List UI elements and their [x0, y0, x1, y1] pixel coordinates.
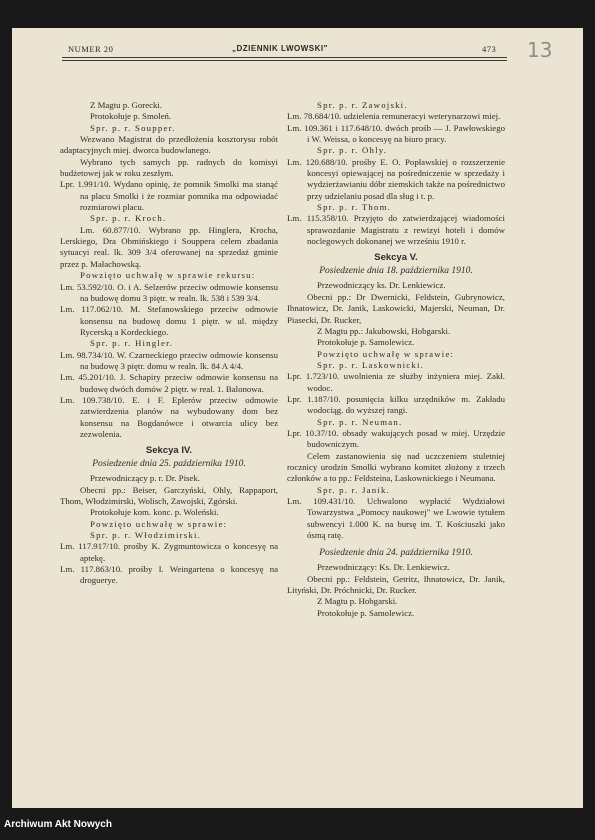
paragraph: Protokołuje p. Smoleń. — [90, 111, 172, 122]
right-column — [287, 100, 505, 619]
rapporteur-line: Spr. p. r. Włodzimirski. — [90, 530, 201, 541]
resolution-entry: Lm. 117.917/10. prośby K. Zygmuntowicza o koncesyę na aptekę. — [60, 541, 278, 563]
paragraph: Z Magtu p. Gorecki. — [90, 100, 163, 110]
resolution-heading: Powzięto uchwałę w sprawie rekursu: — [80, 270, 256, 281]
rapporteur-line: Spr. p. r. Thom. — [317, 202, 392, 213]
rapporteur-line: Spr. p. r. Kroch. — [90, 213, 167, 224]
rapporteur-line: Spr. p. r. Hingler. — [90, 338, 174, 349]
resolution-entry: Lm. 117.062/10. M. Stefanowskiego przeciw odmowie konsensu na budowę domu 1 piętr. w ul. między Rycerską a Kordeckiego. — [60, 304, 278, 337]
resolution-entry: Lm. 109.361 i 117.648/10. dwóch prośb — J. Pawłowskiego i W. Weissa, o koncesyę na biuro pracy. — [287, 122, 505, 145]
archive-watermark: Archiwum Akt Nowych — [4, 819, 112, 830]
paragraph: Protokołuje kom. konc. p. Woleński. — [90, 507, 219, 518]
resolution-entry: Lpr. 1.187/10. posunięcia kilku urzędników m. Zakładu wodociąg. do wyższej rangi. — [287, 393, 505, 416]
paragraph: Celem zastanowienia się nad uczczeniem stuletniej rocznicy urodzin Smolki wybrano komitet złożony z trzech członków a to pp.: Feldsteina, Laskownickiego i Neumana. — [287, 450, 505, 484]
rapporteur-line: Spr. p. r. Laskownicki. — [317, 359, 425, 370]
resolution-entry: Lpr. 1.991/10. Wydano opinię, że pomnik Smolki ma stanąć na placu Smolki i że rozmiar pomnika ma odpowiadać rozmiarowi placu. — [60, 179, 278, 213]
session-heading: Posiedzenie dnia 18. października 1910. — [319, 266, 473, 277]
paragraph: Protokołuje p. Samolewicz. — [317, 337, 415, 348]
rapporteur-line: Spr. p. r. Janik. — [317, 484, 390, 495]
resolution-heading: Powzięto uchwałę w sprawie: — [317, 348, 455, 359]
paragraph: Protokołuje p. Samolewicz. — [317, 607, 415, 618]
attendees-list: Obecni pp.: Feldstein, Getritz, Ihnatowicz, Dr. Janik, Lityński, Dr. Próchnicki, Dr. Rucker. — [287, 573, 505, 596]
paragraph: Z Magtu pp.: Jakubowski, Hobgarski. — [317, 325, 451, 336]
paragraph: Z Magtu p. Hobgarski. — [317, 596, 398, 607]
resolution-entry: Lm. 109.738/10. E. i F. Eplerów przeciw odmowie zatwierdzenia planów na wybudowany dom bez konsensu na Bogdanówce i otwarcia ulicy bez zezwolenia. — [60, 394, 278, 439]
resolution-entry: Lm. 115.358/10. Przyjęto do zatwierdzającej wiadomości sprawozdanie Magistratu z rewizyi hoteli i domów noclegowych dokonanej we wrześniu 1910 r. — [287, 213, 505, 247]
chairman-line: Przewodniczący: Ks. Dr. Lenkiewicz. — [317, 562, 450, 573]
resolution-entry: Lm. 120.688/10. prośby E. O. Popławskiej o rozszerzenie koncesyi opiewającej na pośredniczenie w sprzedaży i wydzierżawianiu dóbr ziemskich także na pośrednictwo przy udzielaniu posad dla sług i t. p. — [287, 156, 505, 201]
attendees-list: Obecni pp.: Dr Dwernicki, Feldstein, Gubrynowicz, Ihnatowicz, Dr. Janik, Laskowicki, Majerski, Neuman, Dr. Piasecki, Dr. Rucker, — [287, 291, 505, 325]
rapporteur-line: Spr. p. r. Soupper. — [90, 122, 176, 133]
resolution-heading: Powzięto uchwałę w sprawie: — [90, 518, 228, 529]
rapporteur-line: Spr. p. r. Ohly. — [317, 145, 388, 156]
chairman-line: Przewodniczący ks. Dr. Lenkiewicz. — [317, 280, 446, 291]
rapporteur-line: Spr. p. r. Zawojski. — [317, 100, 408, 110]
handwritten-annotation: 13 — [527, 38, 553, 62]
resolution-entry: Lm. 109.431/10. Uchwalono wypłacić Wydziałowi Towarzystwa „Pomocy naukowej" we Lwowie tytułem subwencyi 1.000 K. na bursę im. T. Kościuszki jako ósmą ratę. — [287, 496, 505, 541]
resolution-entry: Lm. 98.734/10. W. Czarneckiego przeciw odmowie konsensu na budowę 3 piętr. domu w realn. lk. 84 A 4/4. — [60, 349, 278, 371]
paragraph: Wezwano Magistrat do przedłożenia kosztorysu robót adaptacyjnych miej. dworca budowlanego. — [60, 134, 278, 156]
publication-title: „DZIENNIK LWOWSKI" — [232, 44, 328, 53]
attendees-list: Obecni pp.: Beiser, Garczyński, Ohly, Rappaport, Thom, Włodzimirski, Wolisch, Zawojski, Zgórski. — [60, 484, 278, 506]
resolution-entry: Lpr. 10.37/10. obsady wakujących posad w miej. Urzędzie budowniczym. — [287, 427, 505, 450]
resolution-entry: Lm. 78.684/10. udzielenia remuneracyi weterynarzowi miej. — [287, 111, 501, 122]
header-rule-second — [62, 60, 507, 61]
page-number: 473 — [482, 44, 497, 54]
chairman-line: Przewodniczący p. r. Dr. Pisek. — [90, 473, 200, 484]
resolution-entry: Lm. 45.201/10. J. Schapiry przeciw odmowie konsensu na budowę dwóch domów 2 piętr. w real. 1. Balonowa. — [60, 372, 278, 394]
resolution-entry: Lpr. 1.723/10. uwolnienia ze służby inżyniera miej. Zakł. wodoc. — [287, 371, 505, 393]
resolution-entry: Lm. 117.863/10. prośby I. Weingartena o koncesyę na droguerye. — [60, 564, 278, 586]
resolution-entry: Lm. 53.592/10. O. i A. Selzerów przeciw odmowie konsensu na budowę domu 3 piętr. w realn. lk. 538 i 539 3/4. — [60, 281, 278, 303]
rapporteur-line: Spr. p. r. Neuman. — [317, 416, 403, 427]
session-heading: Posiedzenie dnia 24. października 1910. — [319, 548, 473, 559]
left-column — [60, 100, 278, 587]
section-heading: Sekcya IV. — [145, 445, 193, 457]
section-heading: Sekcya V. — [374, 252, 418, 264]
issue-number: NUMER 20 — [68, 44, 114, 54]
paragraph: Lm. 60.877/10. Wybrano pp. Hinglera, Krocha, Lerskiego, Dra Obmińskiego i Souppera celem zbadania sytuacyi real. lk. 309 3/4 oferowanej na sprzedaż gminie przez p. Małachowską. — [60, 224, 278, 269]
session-heading: Posiedzenie dnia 25. października 1910. — [92, 459, 246, 470]
paragraph: Wybrano tych samych pp. radnych do komisyi budżetowej jak w roku zeszłym. — [60, 156, 278, 179]
header-rule — [62, 57, 507, 58]
